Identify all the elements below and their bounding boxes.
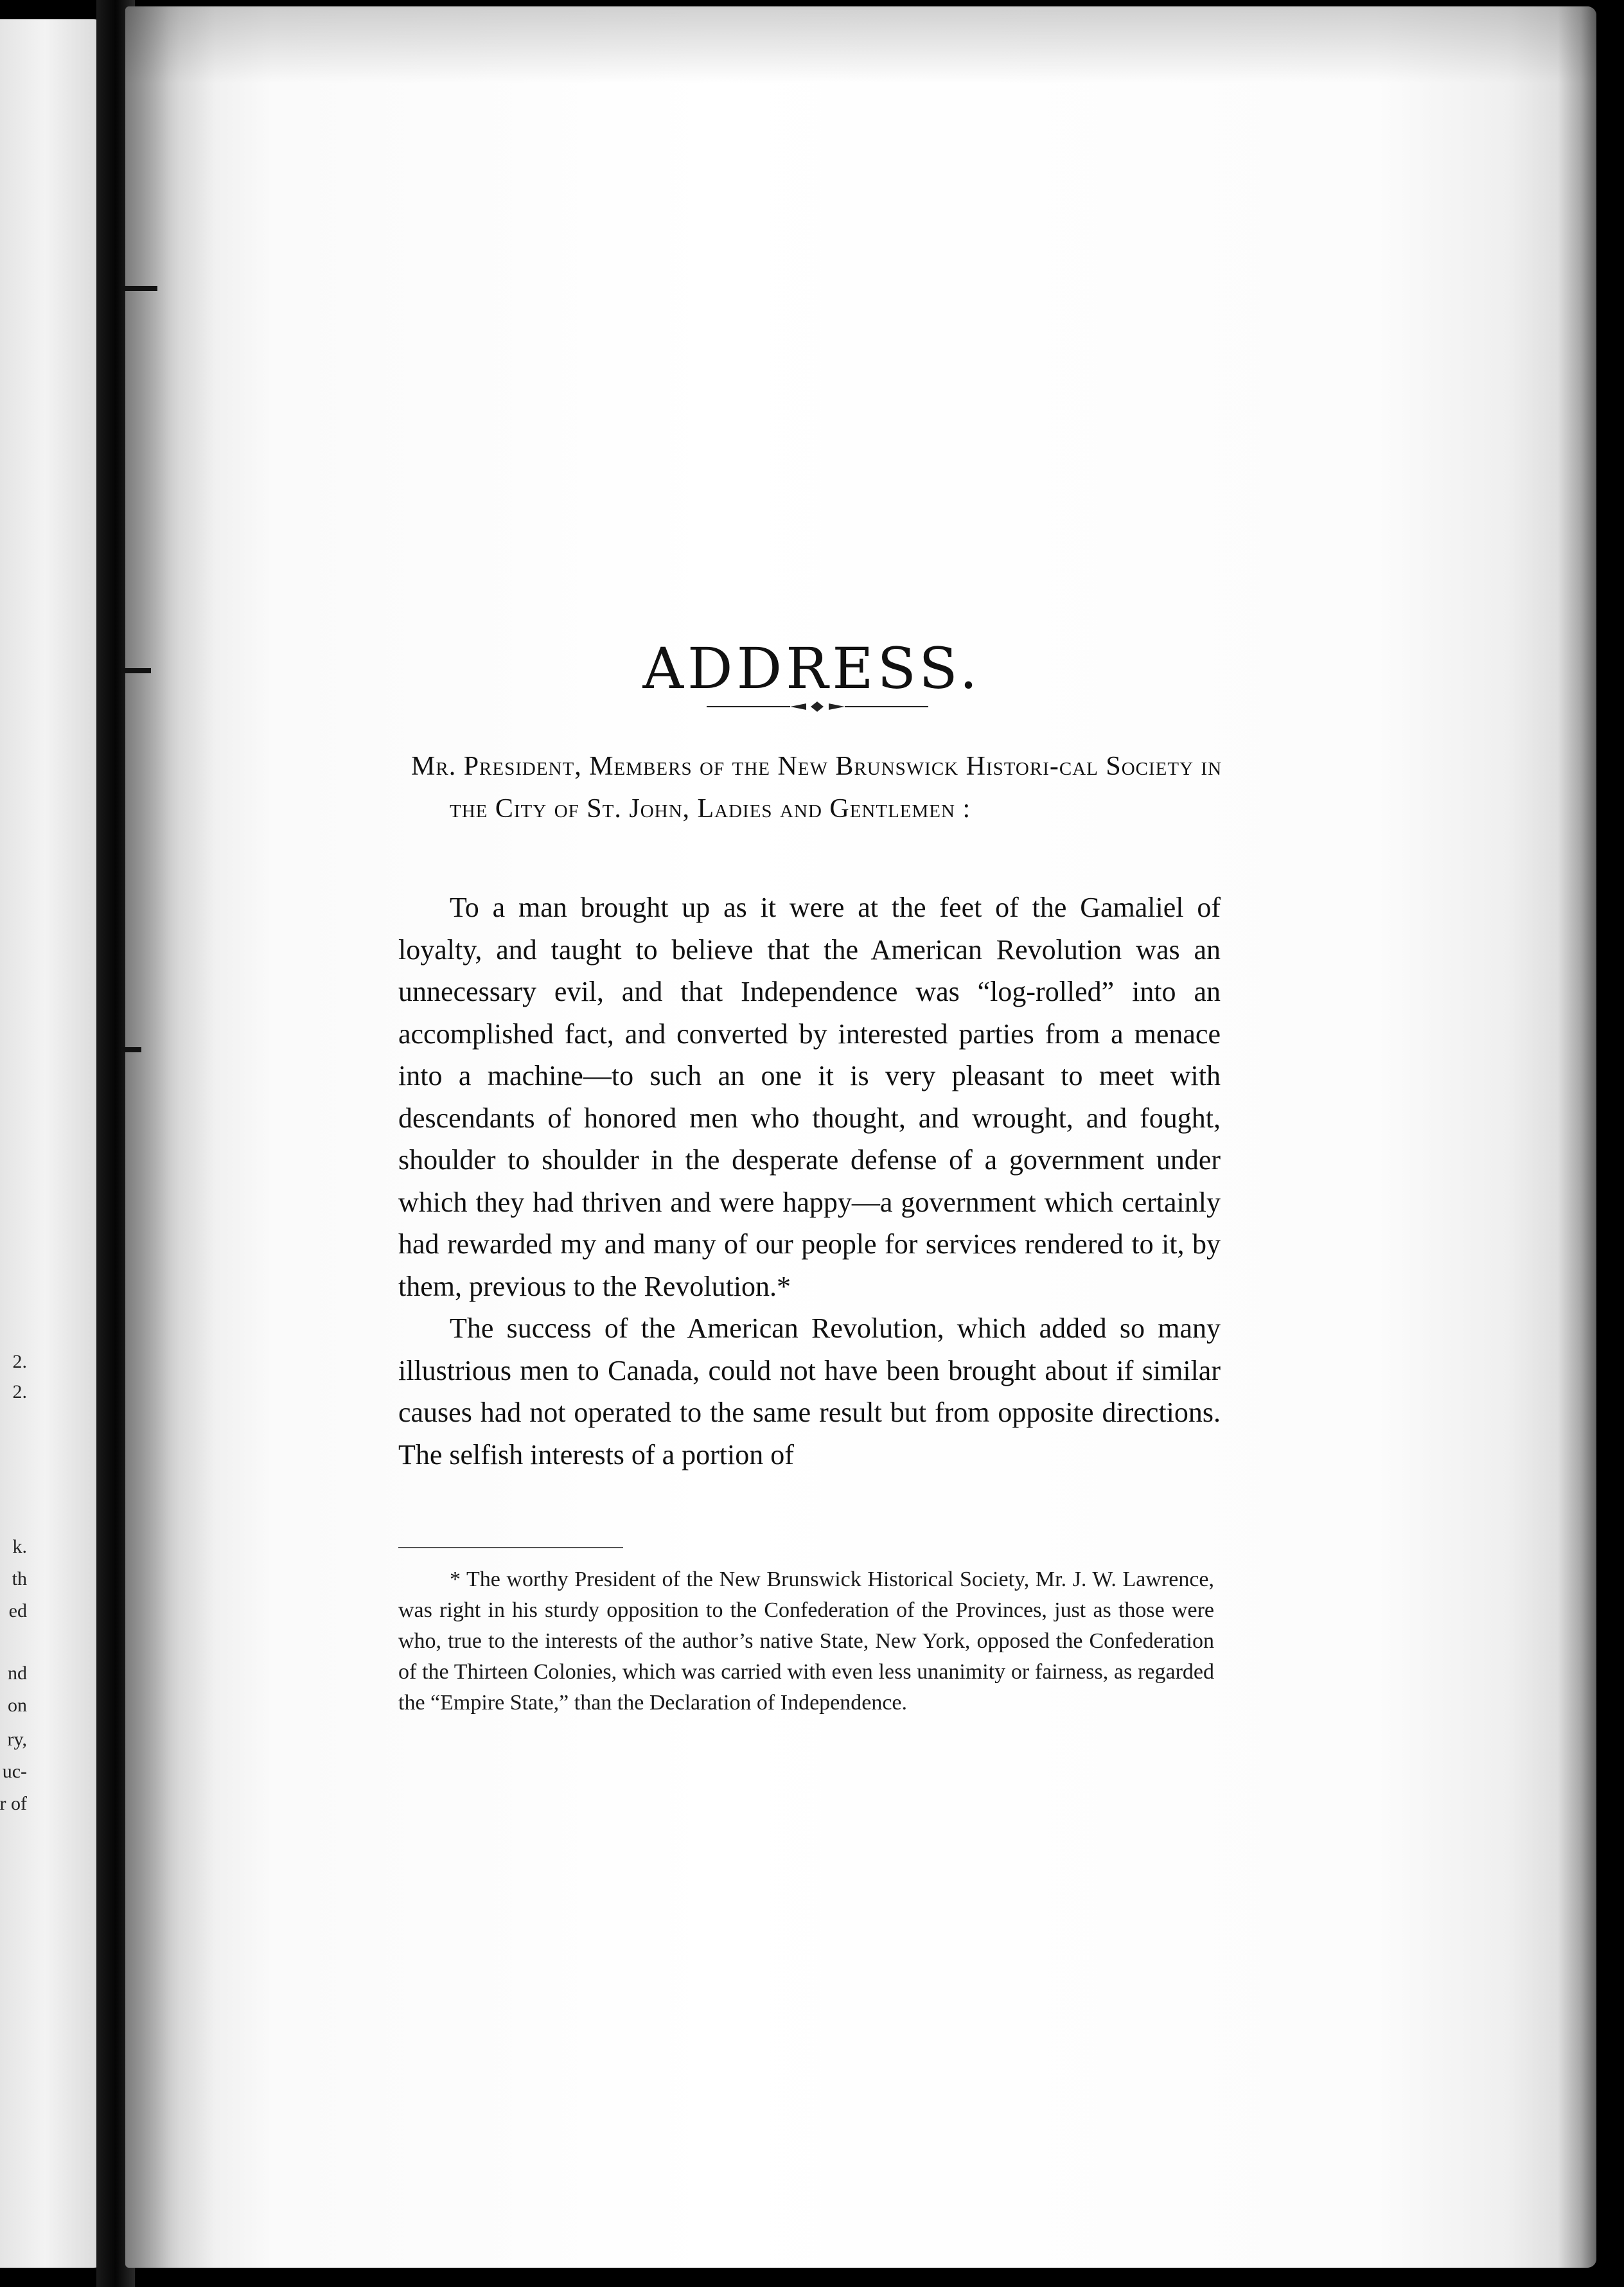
facing-page-fragment: th xyxy=(12,1568,27,1589)
paragraph: The success of the American Revolution, which added so many illustrious men to Canada, could not have been brought about if similar causes had not operated to the same result but from opposite directions. The selfish interests of a portion of xyxy=(398,1312,1221,1470)
footnote xyxy=(398,1564,1214,1718)
facing-page-fragment: 2. xyxy=(12,1351,27,1372)
facing-page-fragment: uc- xyxy=(2,1761,27,1782)
footnote-text: * The worthy President of the New Brunswick Historical Society, Mr. J. W. Lawrence, was right in his sturdy opposition to the Confederation of the Provinces, just as those were who, true to the interests of the author’s native State, New York, opposed the Confederation of the Thirteen Colonies, which was carried with even less unanimity or fairness, as regarded the “Empire State,” than the Declaration of Independence. xyxy=(398,1567,1214,1715)
facing-page-fragment: r of xyxy=(0,1793,27,1814)
page-top-shadow xyxy=(125,6,1596,84)
salutation: Mr. President, Members of the New Brunswick Histori-cal Society in the City of St. John, Ladies and Gentlemen : xyxy=(411,752,1222,824)
title-ornament xyxy=(707,697,928,716)
facing-page-fragment: on xyxy=(8,1695,27,1716)
facing-page-fragment: 2. xyxy=(12,1381,27,1402)
binding-mark xyxy=(122,1047,141,1052)
binding-mark xyxy=(122,286,157,291)
facing-page-fragment: ry, xyxy=(7,1729,27,1750)
facing-page-fragment: nd xyxy=(8,1663,27,1684)
page-binding-shadow xyxy=(125,6,215,2268)
body-text xyxy=(398,887,1221,1476)
facing-page-fragment: ed xyxy=(8,1600,27,1621)
paragraph: To a man brought up as it were at the feet of the Gamaliel of loyalty, and taught to believe that the American Revolution was an unnecessary evil, and that Independence was “log-rolled” into an accomplished fact, and converted by interested parties from a menace into a machine—to such an one it is very pleasant to meet with descendants of honored men who thought, and wrought, and fought, shoulder to shoulder in the desperate defense of a government under which they had thriven and were happy—a government which certainly had rewarded my and many of our people for services rendered to it, by them, previous to the Revolution.* xyxy=(398,892,1221,1302)
page-right-edge xyxy=(1558,6,1596,2268)
footnote-rule xyxy=(398,1547,623,1548)
facing-page-text xyxy=(0,0,103,2287)
page-title: ADDRESS. xyxy=(642,635,982,702)
facing-page-fragment: k. xyxy=(12,1536,27,1557)
